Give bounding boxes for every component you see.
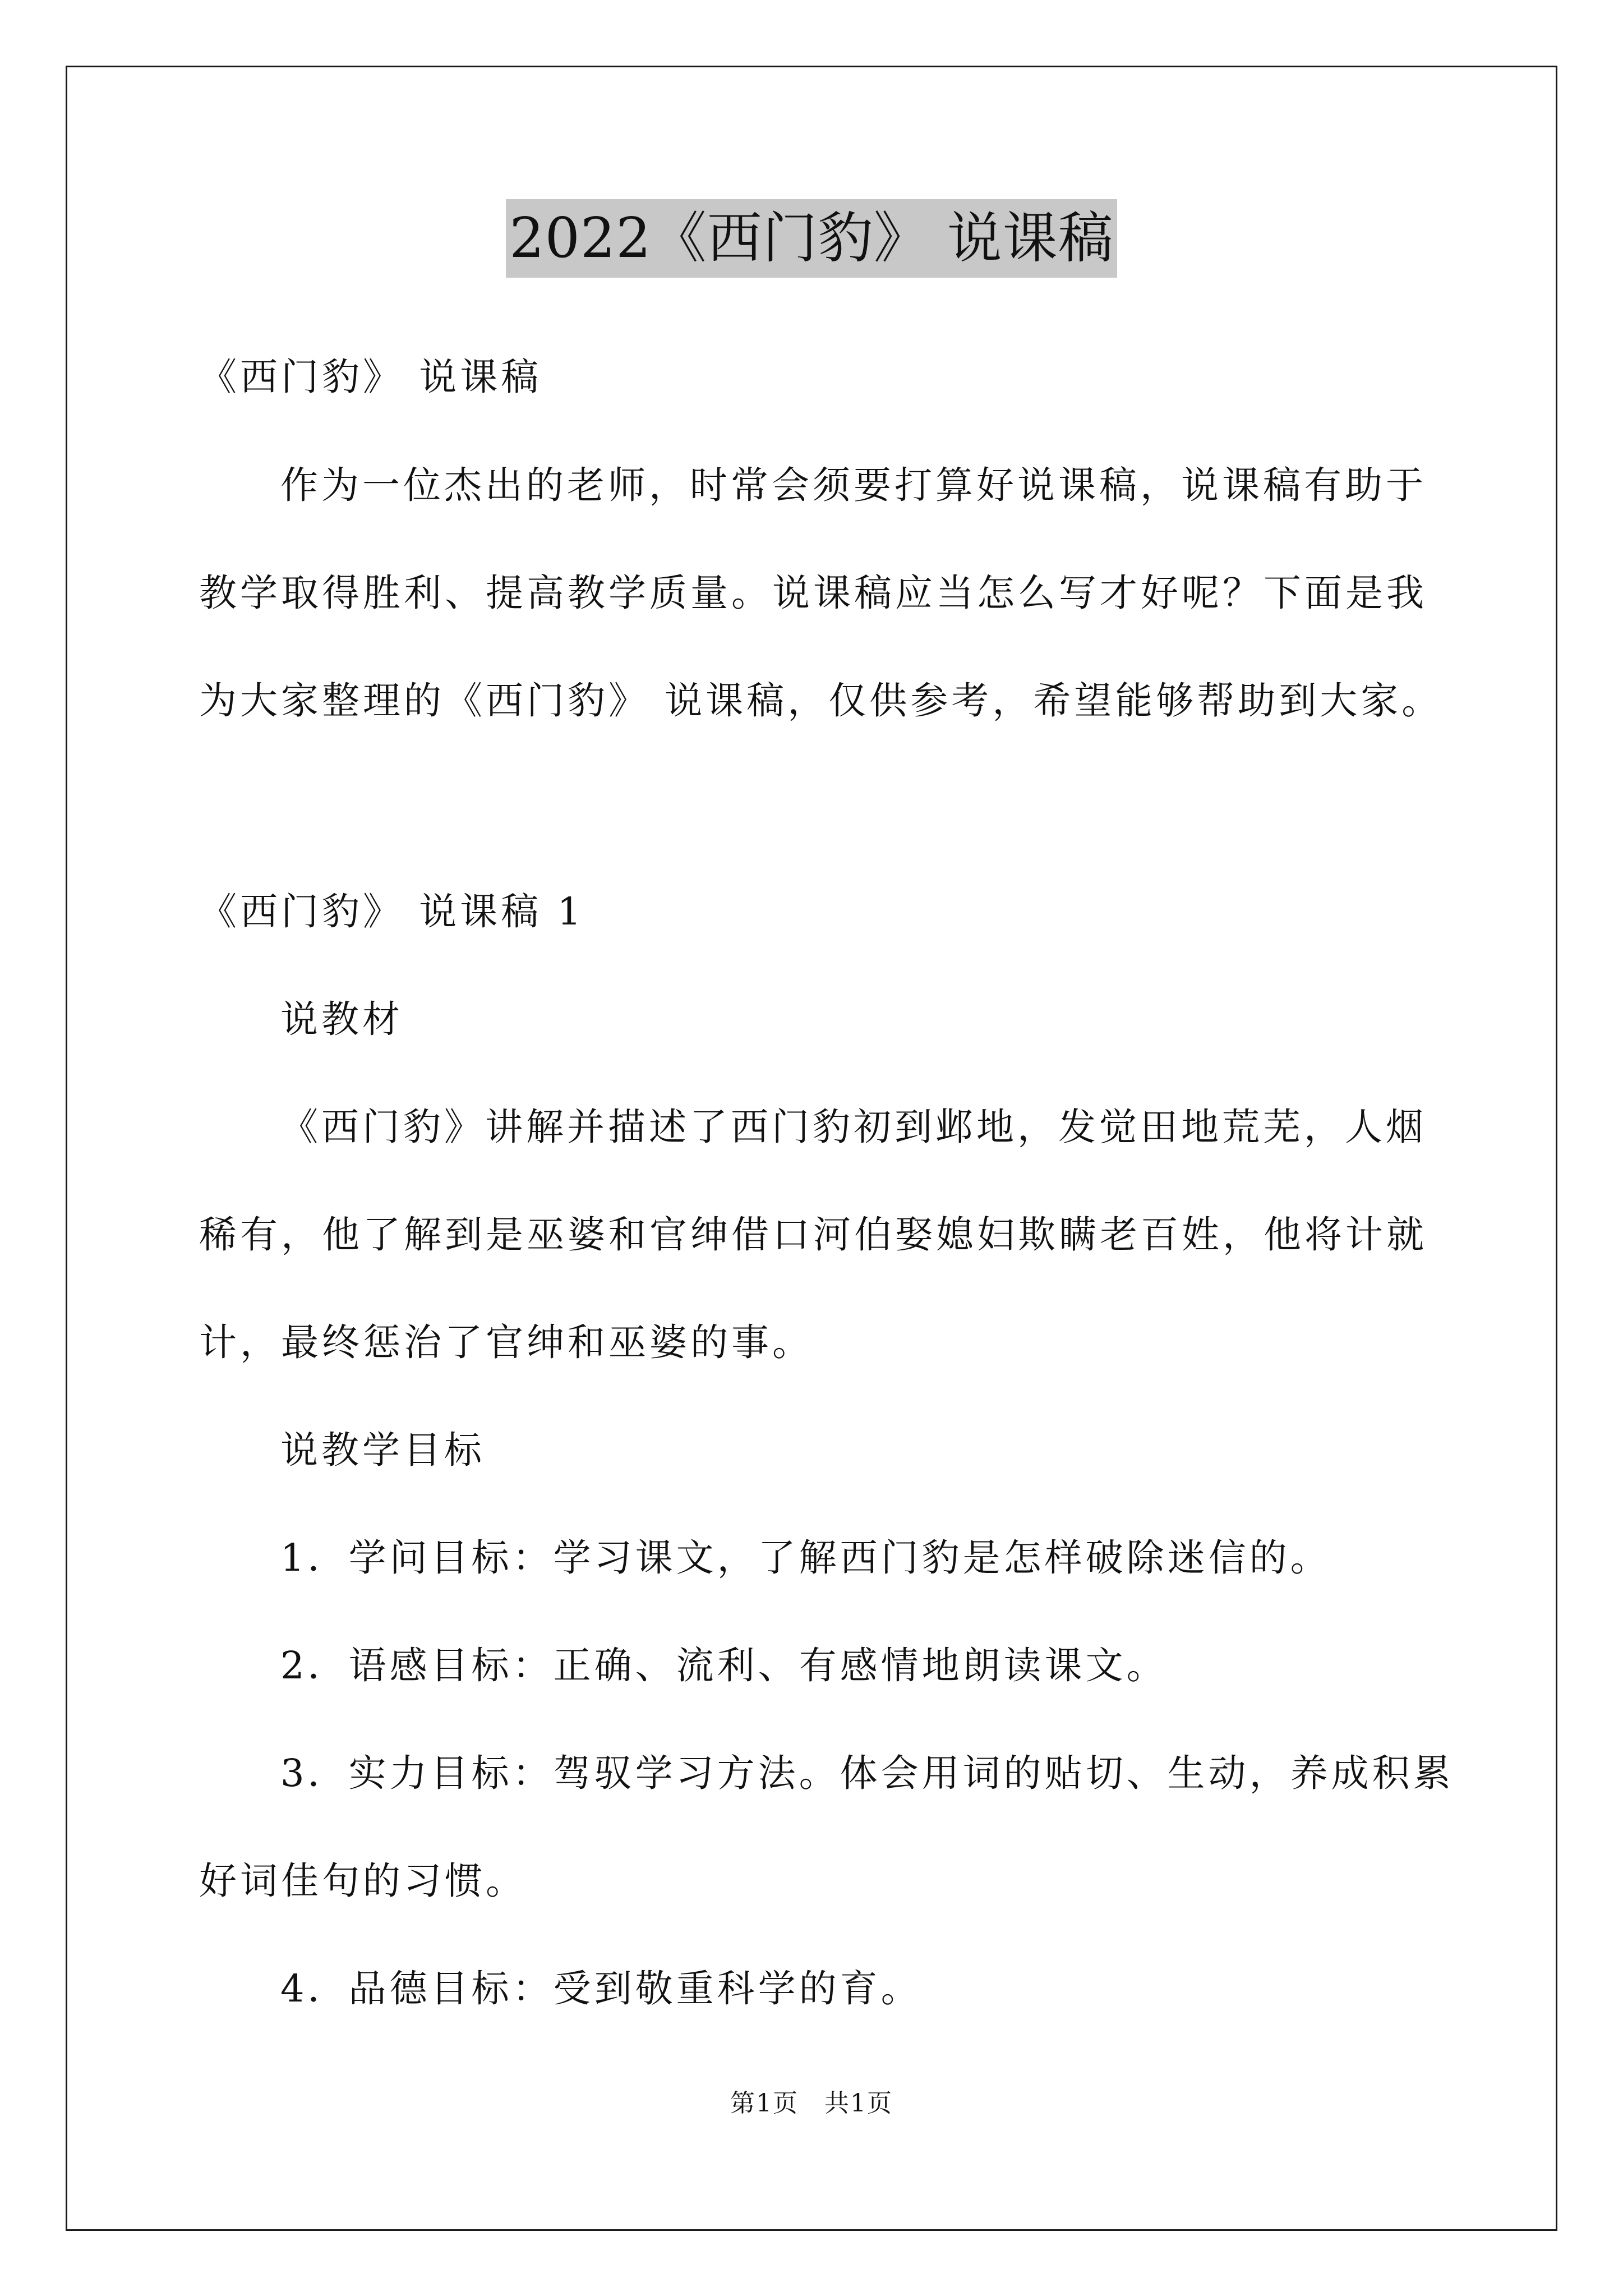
subheading: 说教学目标: [280, 1428, 485, 1472]
paragraph-line: 作为一位杰出的老师，时常会须要打算好说课稿，说课稿有助于: [280, 463, 1427, 507]
paragraph-line: 稀有，他了解到是巫婆和官绅借口河伯娶媳妇欺瞒老百姓，他将计就: [199, 1213, 1427, 1257]
paragraph-line: 教学取得胜利、提高教学质量。说课稿应当怎么写才好呢？下面是我: [199, 571, 1427, 615]
paragraph-line: 为大家整理的《西门豹》 说课稿，仅供参考，希望能够帮助到大家。: [199, 679, 1443, 723]
subtitle: 《西门豹》 说课稿: [199, 355, 542, 399]
document-title: 2022《西门豹》 说课稿: [506, 199, 1117, 278]
list-item: 2．语感目标：正确、流利、有感情地朗读课文。: [280, 1644, 1168, 1687]
paragraph-line: 计，最终惩治了官绅和巫婆的事。: [199, 1320, 813, 1364]
list-item: 3．实力目标：驾驭学习方法。体会用词的贴切、生动，养成积累: [280, 1751, 1454, 1795]
title-container: [0, 199, 1623, 278]
paragraph-line: 《西门豹》讲解并描述了西门豹初到邺地，发觉田地荒芜，人烟: [280, 1105, 1427, 1149]
subheading: 说教材: [280, 997, 403, 1041]
list-item: 4．品德目标：受到敬重科学的育。: [280, 1967, 922, 2010]
list-item-continuation: 好词佳句的习惯。: [199, 1859, 527, 1903]
page-footer: 第1页 共1页: [730, 2089, 893, 2118]
list-item: 1．学问目标：学习课文，了解西门豹是怎样破除迷信的。: [280, 1536, 1331, 1580]
section-heading: 《西门豹》 说课稿 1: [199, 890, 585, 933]
